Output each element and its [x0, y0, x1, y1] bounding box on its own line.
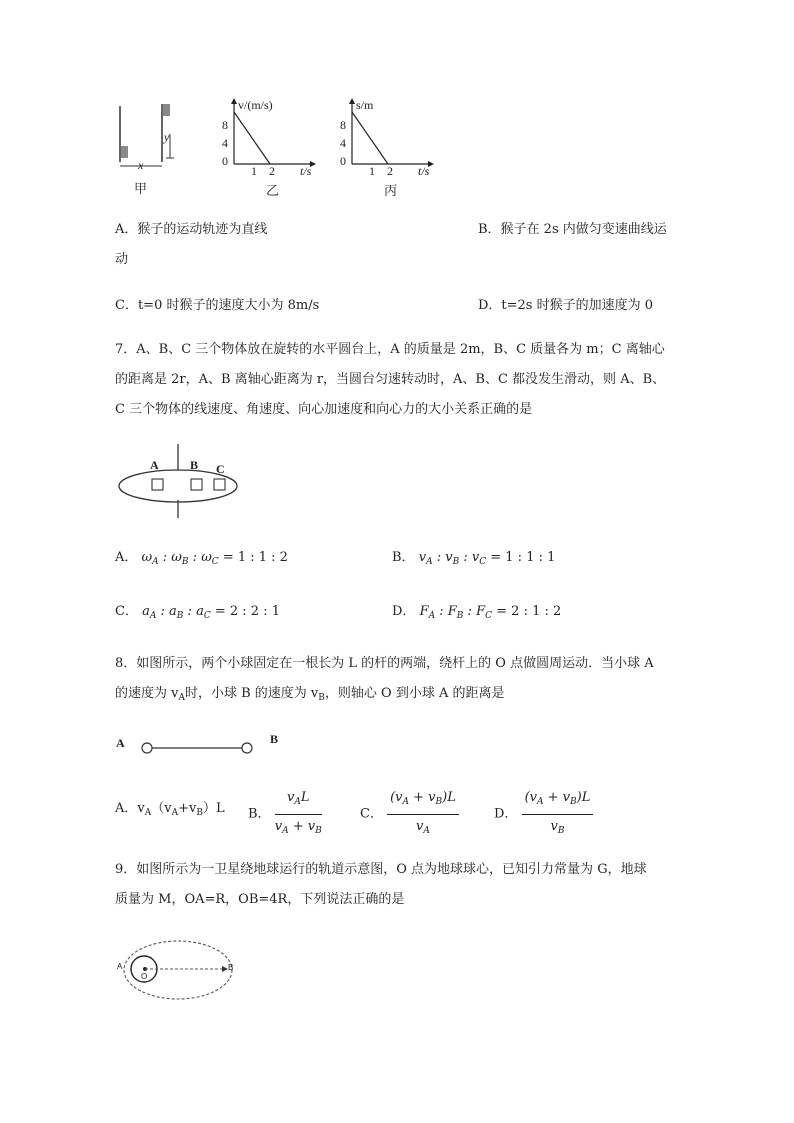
q9-orbit-figure	[114, 938, 244, 1004]
bing-caption: 丙	[384, 184, 398, 199]
q7-option-c-ratio: = 2 : 2 : 1	[214, 604, 280, 619]
q7-option-c[interactable]	[115, 602, 280, 626]
q6-option-b[interactable]: B．猴子在 2s 内做匀变速曲线运	[478, 222, 667, 237]
q8-option-b[interactable]: B． $\frac{v_AL}{v_A + v_B}$	[248, 788, 322, 841]
q9-stem-line-1: 9．如图所示为一卫星绕地球运行的轨道示意图，O 点为地球球心，已知引力常量为 G，地球	[115, 862, 647, 877]
q8-stem-line-2: 的速度为 $v_A$时，小球 B 的速度为 $v_B$，则轴心 O 到小球 A 的距离是	[115, 686, 505, 703]
orbit-label-o: O	[141, 972, 148, 981]
q7-option-b-letter: B．	[392, 550, 415, 565]
q8-option-d[interactable]: D． $\frac{(v_A + v_B)L}{v_B}$	[494, 788, 593, 841]
q9-stem-line-2: 质量为 M，OA=R，OB=4R，下列说法正确的是	[115, 892, 405, 907]
rod-label-a: A	[116, 736, 125, 750]
yi-caption: 乙	[266, 184, 280, 199]
q8-option-d-fraction: $\frac{(v_A + v_B)L}{v_B}$	[522, 788, 594, 841]
q7-option-a[interactable]	[115, 548, 288, 572]
yi-x-tick-2: 2	[269, 164, 275, 178]
bing-x-tick-2: 2	[387, 164, 393, 178]
yi-y-tick-4: 4	[222, 136, 228, 150]
yi-x-tick-1: 1	[251, 164, 257, 178]
rod-diagram	[114, 732, 294, 760]
q8-option-c-fraction: $\frac{(v_A + v_B)L}{v_A}$	[387, 788, 459, 841]
q7-stem-line-2: 的距离是 2r，A、B 离轴心距离为 r，当圆台匀速转动时，A、B、C 都没发生滑动，则 A、B、	[115, 372, 666, 387]
turntable-diagram	[114, 444, 244, 522]
q7-option-b[interactable]	[392, 548, 555, 572]
orbit-diagram	[114, 938, 244, 1004]
q8-option-b-fraction: $\frac{v_AL}{v_A + v_B}$	[274, 790, 322, 836]
orbit-label-b: B	[228, 963, 234, 972]
orbit-label-a: A	[117, 962, 123, 971]
jia-caption: 甲	[134, 182, 148, 197]
figure-yi	[216, 98, 326, 204]
q6-option-c[interactable]: C．t=0 时猴子的速度大小为 8m/s	[115, 298, 320, 313]
figure-bing	[334, 98, 444, 204]
q7-option-d-expr: $F_A$ : $F_B$ : $F_C$	[419, 604, 492, 621]
q6-option-d[interactable]: D．t=2s 时猴子的加速度为 0	[478, 298, 654, 313]
q7-turntable-figure	[114, 444, 244, 522]
bing-displacement-line	[352, 112, 388, 164]
bing-x-tick-1: 1	[369, 164, 375, 178]
q6-option-a[interactable]: A．猴子的运动轨迹为直线	[115, 222, 268, 237]
q8-rod-figure	[114, 732, 294, 760]
q7-option-b-ratio: = 1 : 1 : 1	[490, 550, 556, 565]
q7-option-b-expr: $v_A$ : $v_B$ : $v_C$	[418, 550, 487, 567]
figure-jia	[108, 100, 188, 200]
yi-y-tick-0: 0	[222, 154, 228, 168]
q8-option-c[interactable]: C． $\frac{(v_A + v_B)L}{v_A}$	[360, 788, 459, 841]
q8-stem-line-1: 8．如图所示，两个小球固定在一根长为 L 的杆的两端，绕杆上的 O 点做圆周运动．当小球 A	[115, 656, 654, 671]
turntable-label-b: B	[190, 458, 199, 472]
q7-option-a-ratio: = 1 : 1 : 2	[222, 550, 288, 565]
yi-y-axis-label: v/(m/s)	[238, 98, 273, 112]
yi-x-axis-label: t/s	[300, 164, 312, 178]
q7-option-a-letter: A．	[115, 550, 138, 565]
q7-option-c-expr: $a_A$ : $a_B$ : $a_C$	[142, 604, 211, 621]
q7-stem-line-3: C 三个物体的线速度、角速度、向心加速度和向心力的大小关系正确的是	[115, 402, 533, 417]
bing-y-tick-0: 0	[340, 154, 346, 168]
q7-option-a-expr: $\omega_A$ : $\omega_B$ : $\omega_C$	[141, 550, 219, 567]
yi-velocity-line	[234, 112, 270, 164]
q7-option-d-letter: D．	[392, 604, 416, 619]
bing-y-axis-label: s/m	[356, 98, 374, 112]
yi-y-tick-8: 8	[222, 118, 228, 132]
q7-option-d[interactable]	[392, 602, 561, 626]
turntable-label-a: A	[150, 458, 159, 472]
jia-diagram	[108, 100, 188, 200]
rod-label-b: B	[270, 732, 279, 746]
jia-x-label: x	[138, 158, 144, 172]
q7-option-c-letter: C．	[115, 604, 138, 619]
bing-x-axis-label: t/s	[418, 164, 430, 178]
bing-y-tick-8: 8	[340, 118, 346, 132]
turntable-label-c: C	[216, 462, 225, 476]
q6-option-b-continued: 动	[115, 252, 129, 267]
bing-y-tick-4: 4	[340, 136, 346, 150]
q8-option-a[interactable]: A．$v_A(v_A+v_B)L$	[115, 801, 225, 818]
q7-stem-line-1: 7．A、B、C 三个物体放在旋转的水平圆台上，A 的质量是 2m，B、C 质量各为 m；C 离轴心	[115, 342, 665, 357]
q7-option-d-ratio: = 2 : 1 : 2	[496, 604, 562, 619]
jia-y-label: y	[164, 130, 170, 144]
